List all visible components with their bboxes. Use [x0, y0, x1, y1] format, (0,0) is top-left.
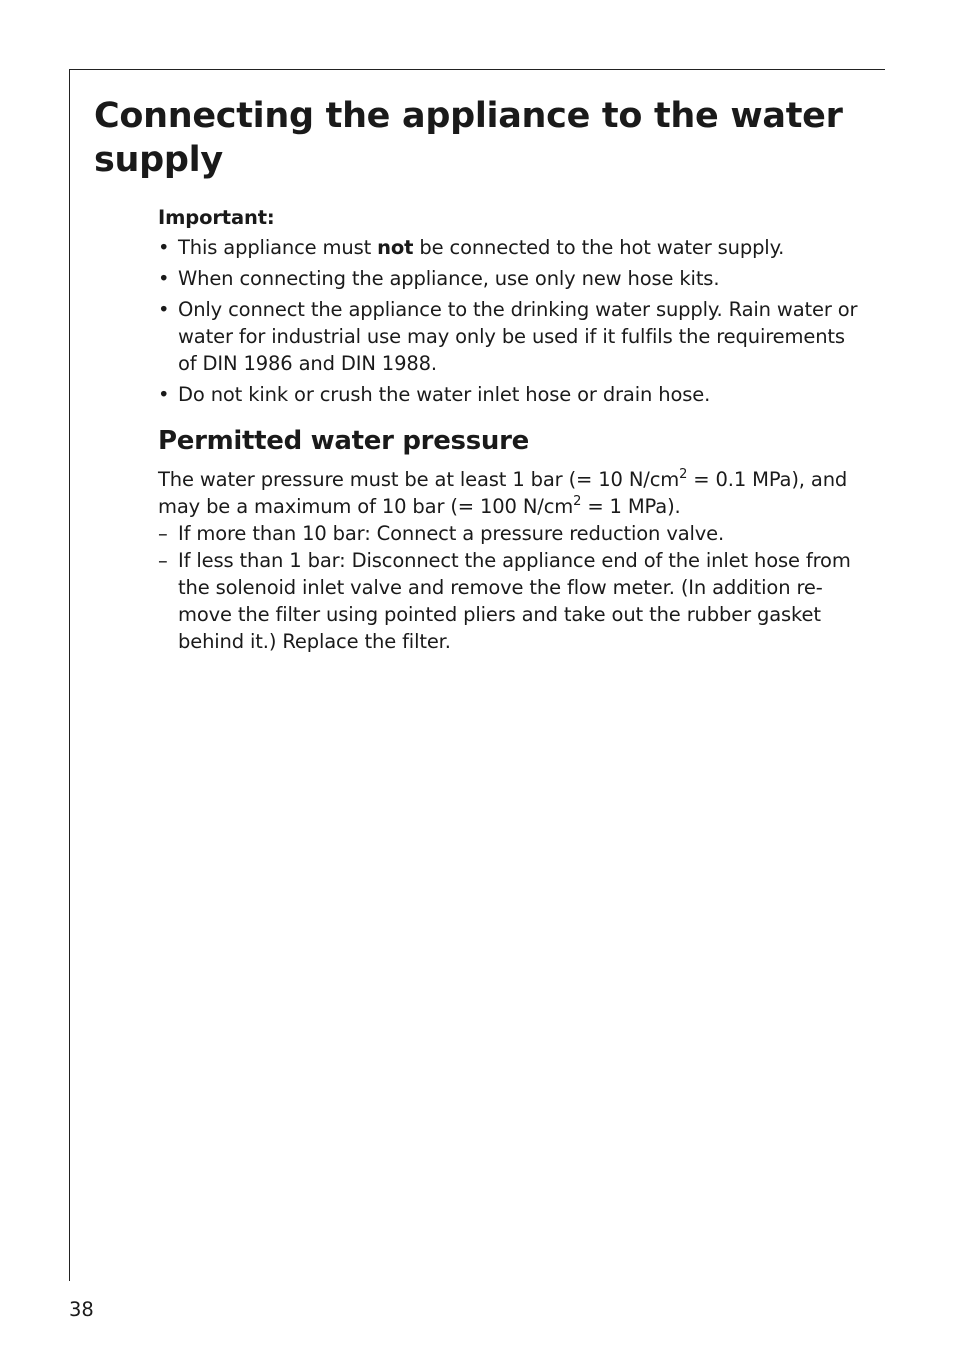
list-item [158, 234, 868, 261]
page-title: Connecting the appliance to the water supply [94, 96, 843, 180]
list-item-text-before: This appliance must [178, 236, 378, 259]
superscript: 2 [679, 467, 688, 482]
important-label: Important: [158, 206, 275, 229]
pressure-text-1: The water pressure must be at least 1 bar (= 10 N/cm [158, 468, 680, 491]
pressure-list [158, 520, 868, 655]
pressure-text-3: = 1 MPa). [581, 495, 681, 518]
dash-mark: – [158, 549, 168, 572]
list-item-text: Do not kink or crush the water inlet hose or drain hose. [178, 383, 711, 406]
emphasis-not: not [377, 236, 414, 259]
dash-mark: – [158, 522, 168, 545]
list-item-text-after: be connected to the hot water supply. [413, 236, 785, 259]
superscript: 2 [573, 494, 582, 509]
page-number: 38 [69, 1298, 94, 1321]
section-heading-water-pressure: Permitted water pressure [158, 426, 529, 456]
list-item-text: If more than 10 bar: Connect a pressure reduction valve. [178, 522, 725, 545]
pressure-paragraph [158, 466, 868, 520]
bullet-mark: • [158, 298, 170, 321]
bullet-mark: • [158, 267, 170, 290]
bullet-mark: • [158, 383, 170, 406]
list-item-text: Only connect the appliance to the drinking water supply. Rain water or water for industrial use may only be used if it fulfils the requirements of DIN 1986 and DIN 1988. [178, 298, 858, 375]
list-item [158, 381, 868, 408]
pressure-text-2: = 0.1 MPa), and may be a maximum of 10 bar (= 100 N/cm [158, 468, 848, 518]
left-rule [69, 69, 70, 1281]
list-item [158, 520, 868, 547]
main-content [158, 204, 868, 655]
important-list [158, 234, 868, 408]
list-item [158, 296, 868, 377]
list-item [158, 547, 868, 655]
list-item-text: If less than 1 bar: Disconnect the appliance end of the inlet hose from the solenoid inlet valve and remove the flow meter. (In addition remove the filter using pointed pliers and take out the rubber gasket behind it.) Replace the filter. [178, 549, 851, 653]
list-item [158, 265, 868, 292]
list-item-text: When connecting the appliance, use only new hose kits. [178, 267, 720, 290]
bullet-mark: • [158, 236, 170, 259]
top-rule [69, 69, 885, 70]
